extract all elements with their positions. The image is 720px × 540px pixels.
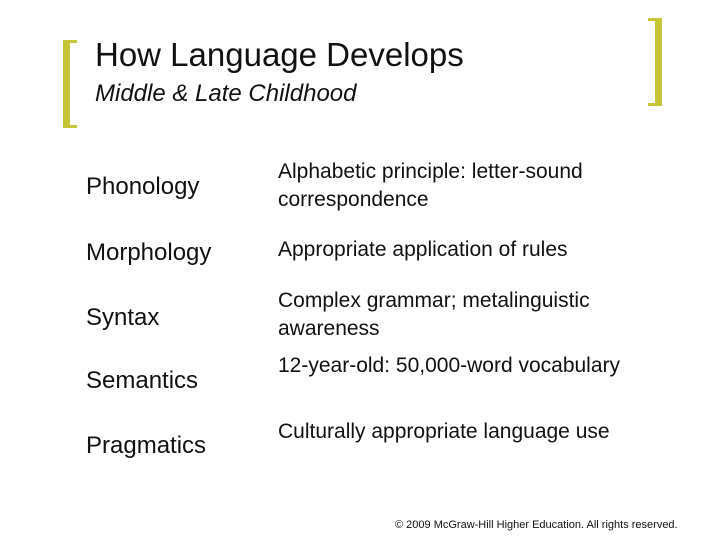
term-syntax: Syntax xyxy=(86,304,160,331)
description-pragmatics: Culturally appropriate language use xyxy=(278,420,610,443)
term-phonology: Phonology xyxy=(86,173,200,200)
slide-subtitle: Middle & Late Childhood xyxy=(95,80,357,107)
term-semantics: Semantics xyxy=(86,367,199,394)
right-bracket-decoration xyxy=(648,18,662,106)
term-morphology: Morphology xyxy=(86,239,212,266)
description-morphology: Appropriate application of rules xyxy=(278,238,568,261)
term-pragmatics: Pragmatics xyxy=(86,432,207,459)
description-semantics: 12-year-old: 50,000-word vocabulary xyxy=(278,354,621,377)
description-syntax: Complex grammar; metalinguistic awareness xyxy=(278,289,590,340)
slide-title: How Language Develops xyxy=(95,36,464,73)
description-phonology: Alphabetic principle: letter-sound correspondence xyxy=(278,160,583,211)
left-bracket-decoration xyxy=(63,40,77,128)
copyright-footer: © 2009 McGraw-Hill Higher Education. All rights reserved. xyxy=(395,519,678,531)
